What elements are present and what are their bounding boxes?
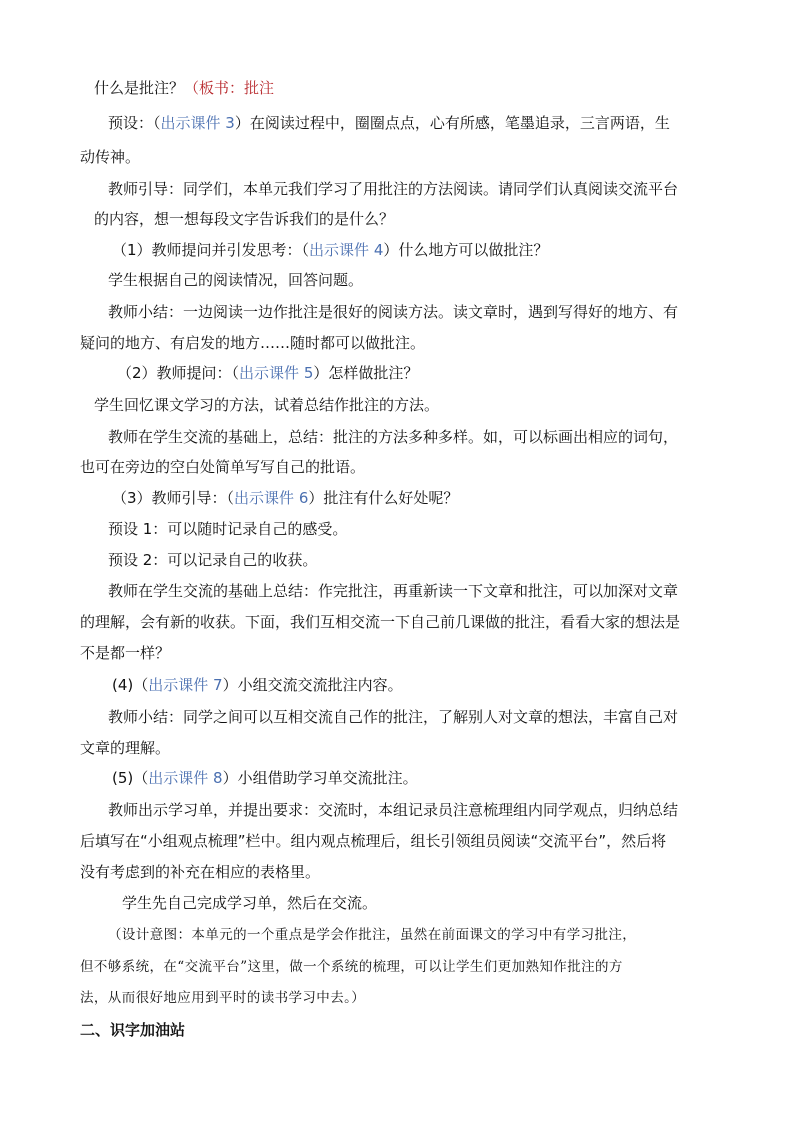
text: ）在阅读过程中，圈圈点点，心有所感，笔墨追录，三言两语，生	[234, 114, 670, 132]
text: ）批注有什么好处呢？	[308, 489, 459, 507]
text: （3）教师引导：（	[112, 489, 235, 507]
paragraph-line: 教师在学生交流的基础上，总结：批注的方法多种多样。如，可以标画出相应的词句，	[108, 428, 679, 446]
paragraph-line: 的内容，想一想每段文字告诉我们的是什么？	[94, 210, 395, 228]
text: (4)（	[112, 676, 149, 694]
design-note-line: 法，从而很好地应用到平时的读书学习中去。）	[80, 990, 366, 1006]
text: （2）教师提问：（	[117, 364, 240, 382]
courseware-ref: 出示课件 7	[148, 676, 223, 694]
text: ）小组交流交流批注内容。	[222, 676, 403, 694]
paragraph-line	[112, 488, 458, 508]
paragraph-line: 也可在旁边的空白处简单写写自己的批语。	[80, 458, 366, 476]
paragraph-line: 动传神。	[80, 148, 141, 166]
paragraph-line: 不是都一样？	[80, 644, 171, 662]
courseware-ref: 出示课件 3	[160, 114, 235, 132]
text: ）什么地方可以做批注？	[383, 241, 549, 259]
paragraph-line: 后填写在“小组观点梳理”栏中。组内观点梳理后，组长引领组员阅读“交流平台”，然后将	[80, 832, 667, 850]
text: 预设：（	[108, 114, 161, 132]
design-note-line: 但不够系统，在“交流平台”这里，做一个系统的梳理，可以让学生们更加熟知作批注的方	[80, 959, 623, 975]
paragraph-line	[117, 363, 418, 383]
paragraph-line: 学生根据自己的阅读情况，回答问题。	[108, 271, 364, 289]
paragraph-line: 没有考虑到的补充在相应的表格里。	[80, 863, 321, 881]
paragraph-line: 教师小结：一边阅读一边作批注是很好的阅读方法。读文章时，遇到写得好的地方、有	[108, 303, 679, 321]
text: ）怎样做批注？	[313, 364, 419, 382]
paragraph-line: 预设 2：可以记录自己的收获。	[108, 551, 318, 569]
paragraph-line: 教师引导：同学们，本单元我们学习了用批注的方法阅读。请同学们认真阅读交流平台	[108, 180, 679, 198]
courseware-ref: 出示课件 4	[309, 241, 384, 259]
courseware-ref: 出示课件 6	[234, 489, 309, 507]
paragraph-line: 的理解，会有新的收获。下面，我们互相交流一下自己前几课做的批注，看看大家的想法是	[80, 613, 681, 631]
text: （1）教师提问并引发思考：（	[112, 241, 310, 259]
design-note-line: （设计意图：本单元的一个重点是学会作批注，虽然在前面课文的学习中有学习批注，	[108, 927, 637, 943]
paragraph-line	[112, 675, 403, 695]
paragraph-line: 学生先自己完成学习单，然后在交流。	[122, 894, 378, 912]
paragraph-line: 疑问的地方、有启发的地方……随时都可以做批注。	[80, 334, 426, 352]
paragraph-line: 文章的理解。	[80, 739, 171, 757]
paragraph-line: 教师出示学习单，并提出要求：交流时，本组记录员注意梳理组内同学观点，归纳总结	[108, 801, 679, 819]
paragraph-line: 教师小结：同学之间可以互相交流自己作的批注，了解别人对文章的想法，丰富自己对	[108, 708, 679, 726]
paragraph-line: 学生回忆课文学习的方法，试着总结作批注的方法。	[94, 396, 440, 414]
text: ）小组借助学习单交流批注。	[222, 769, 418, 787]
paragraph-line	[108, 113, 670, 133]
section-heading: 二、识字加油站	[80, 1021, 186, 1039]
paragraph-line: 教师在学生交流的基础上总结：作完批注，再重新读一下文章和批注，可以加深对文章	[108, 582, 679, 600]
board-note: （板书：批注	[184, 79, 275, 97]
paragraph-line	[112, 768, 418, 788]
text: 什么是批注？	[94, 79, 185, 97]
paragraph-line: 预设 1：可以随时记录自己的感受。	[108, 520, 348, 538]
paragraph-line	[94, 78, 274, 98]
courseware-ref: 出示课件 5	[239, 364, 314, 382]
courseware-ref: 出示课件 8	[148, 769, 223, 787]
paragraph-line	[112, 240, 548, 260]
text: (5)（	[112, 769, 149, 787]
